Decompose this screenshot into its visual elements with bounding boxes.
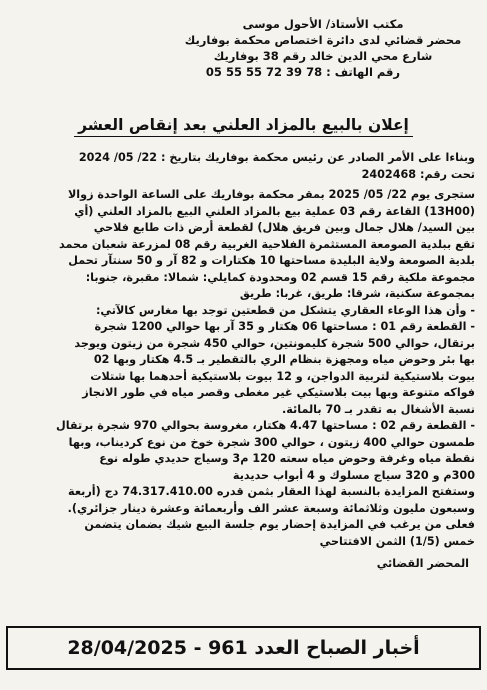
body-line: طمسون حوالي 400 زيتون ، حوالي 300 شجرة خوخ من نوع كرديناب، وبها bbox=[68, 435, 475, 449]
publication-info: أخبار الصباح العدد 961 - 28/04/2025 bbox=[67, 637, 420, 659]
phone-number: رقم الهاتف : 78 39 72 55 55 05 bbox=[205, 65, 401, 79]
body-line: - القطعة رقم 01 : مساحتها 06 هكتار و 35 آر بها حوالي 1200 شجرة bbox=[94, 320, 475, 333]
body-line: نسبة الأشغال به تقدر بـ 70 بالمائة. bbox=[282, 402, 475, 416]
body-line: وستفتح المزايدة بالنسبة لهذا العقار بثمن قدره 74.317.410.00 دج (أربعة bbox=[68, 485, 475, 498]
body-line: بمجموعة سكنية، شرقا: طريق، غربا: طريق bbox=[239, 287, 475, 300]
body-line: خمس (1/5) الثمن الافتتاحي bbox=[319, 534, 475, 548]
body-line: بيوت بلاستيكية لتربية الدواجن، و 12 بيوت بلاستيكية أحدهما بها شتلات bbox=[90, 369, 475, 383]
body-line: فعلى من يرغب في المزايدة إحضار يوم جلسة البيع شيك بضمان يتضمن bbox=[84, 518, 475, 531]
body-line: تحت رقم: 2402468 bbox=[361, 167, 475, 181]
jurisdiction-line: محضر قضائي لدى دائرة اختصاص محكمة بوفاريك bbox=[184, 33, 462, 47]
bailiff-header bbox=[173, 16, 473, 80]
body-line: وبناءا على الأمر الصادر عن رئيس محكمة بوفاريك بتاريخ : 22/ 05/ 2024 bbox=[78, 151, 475, 164]
body-line: - القطعة رقم 02 : مساحتها 4.47 هكتار، مغروسة بحوالي 970 شجرة برتقال bbox=[55, 419, 475, 432]
signature-line: المحضر القضائي bbox=[376, 557, 469, 570]
body-line: فواكه متنوعة وبها بيت بلاستيكي غير مغطى وقصر مياه في طور الانجاز bbox=[82, 386, 475, 399]
body-line: بلدية الصومعة ولاية البليدة مساحتها 10 هكتارات و 82 آر و 50 سنتآر تحمل bbox=[68, 254, 475, 267]
notice-title bbox=[0, 116, 487, 137]
body-line: نقطة مياه وغرفة وحوض مياه سعته 120 م3 وسياج حديدي طوله نوع bbox=[99, 452, 475, 465]
body-line: 300م و 320 سياج مسلوك و 4 أبواب حديدية bbox=[232, 468, 475, 482]
body-line: وسبعون مليون وثلاثمائة وسبعة عشر الف وأربعمائة وعشرة دينار جزائري). bbox=[67, 501, 475, 515]
body-line: برتقال، حوالي 500 شجرة كليمونتين، حوالي 450 شجرة من زيتون ويوجد bbox=[74, 336, 475, 350]
body-line: ستجرى يوم 22/ 05/ 2025 بمقر محكمة بوفاريك على الساعة الواحدة زوالا bbox=[67, 188, 475, 201]
body-line: (13H00) القاعة رقم 03 عملية بيع بالمزاد العلني البيع بالمزاد العلني (أي bbox=[74, 204, 475, 218]
office-address: شارع محي الدين خالد رقم 38 بوفاريك bbox=[213, 49, 433, 63]
publication-footer bbox=[6, 626, 481, 670]
body-line: تقع ببلدية الصومعة المستثمرة الفلاحية الغربية رقم 08 لمزرعة شعبان محمد bbox=[59, 237, 475, 251]
body-line: مجموعة ملكية رقم 15 قسم 02 ومحدودة كمايلي: شمالا: مقبرة، جنوبا: bbox=[85, 270, 475, 284]
office-name: مكتب الأستاذ/ الأحول موسى bbox=[242, 17, 404, 31]
body-line: بها بئر وحوض مياه ومجهزة بنظام الري بالتقطير بـ 4.5 هكتار وبها 02 bbox=[93, 353, 475, 366]
body-line: - وأن هذا الوعاء العقاري يتشكل من قطعتين توجد بها مغارس كالآتي: bbox=[95, 303, 475, 317]
notice-body bbox=[11, 150, 475, 573]
body-line: بين السيد/ هلال جمال وبين فريق هلال) لقطعة أرض ذات طابع فلاحي bbox=[93, 221, 475, 234]
notice-title-text: إعلان بالبيع بالمزاد العلني بعد إنقاص العشر bbox=[74, 116, 413, 137]
